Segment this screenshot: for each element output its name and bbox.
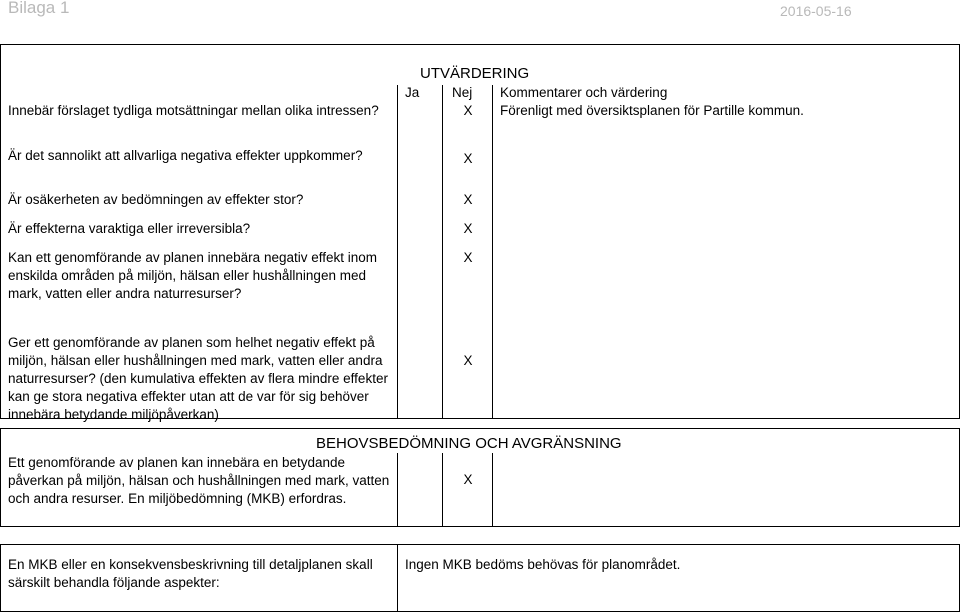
needs-question: Ett genomförande av planen kan innebära en betydande påverkan på miljön, hälsan och hushållningen med mark, vatten och andra resurser. En miljöbedömning (MKB) erfordras. — [8, 455, 390, 506]
header-left: Bilaga 1 — [8, 0, 70, 17]
mkb-divider — [397, 544, 398, 612]
mkb-aspects: En MKB eller en konsekvensbeskrivning till detaljplanen skall särskilt behandla följande aspekter: — [8, 557, 373, 590]
question-6: Ger ett genomförande av planen som helhet negativ effekt på miljön, hälsan eller hushållningen med mark, vatten eller andra naturresurser? (den kumulativa effekten av flera mindre effekter kan ge stora negativa effekter utan att de var för sig behöver innebära betydande miljöpåverkan) — [8, 335, 388, 422]
question-3: Är osäkerheten av bedömningen av effekter stor? — [8, 192, 304, 207]
mark-5: X — [463, 250, 473, 265]
mark-1: X — [463, 103, 473, 118]
question-5: Kan ett genomförande av planen innebära negativ effekt inom enskilda områden på miljön, hälsan eller hushållningen med mark, vatten eller andra naturresurser? — [8, 250, 378, 301]
column-comment: Kommentarer och värdering — [500, 85, 668, 100]
comment-1: Förenligt med översiktsplanen för Partille kommun. — [500, 103, 804, 118]
mark-6: X — [463, 353, 473, 368]
needs-title: BEHOVSBEDÖMNING OCH AVGRÄNSNING — [316, 435, 622, 452]
question-2: Är det sannolikt att allvarliga negativa effekter uppkommer? — [8, 148, 363, 163]
column-nej: Nej — [452, 85, 473, 100]
mkb-conclusion: Ingen MKB bedöms behövas för planområdet. — [405, 557, 681, 572]
column-divider-nej-comment — [492, 85, 493, 419]
needs-divider-3 — [492, 453, 493, 527]
needs-divider-1 — [397, 453, 398, 527]
question-1: Innebär förslaget tydliga motsättningar mellan olika intressen? — [8, 103, 379, 118]
column-divider-ja-nej — [442, 85, 443, 419]
question-4: Är effekterna varaktiga eller irreversibla? — [8, 221, 251, 236]
evaluation-title: UTVÄRDERING — [420, 65, 530, 82]
header-date: 2016-05-16 — [780, 3, 852, 19]
mark-2: X — [463, 151, 473, 166]
needs-divider-2 — [442, 453, 443, 527]
column-ja: Ja — [405, 85, 420, 100]
mark-4: X — [463, 221, 473, 236]
column-divider-question — [397, 85, 398, 419]
needs-mark: X — [463, 472, 473, 487]
mark-3: X — [463, 192, 473, 207]
